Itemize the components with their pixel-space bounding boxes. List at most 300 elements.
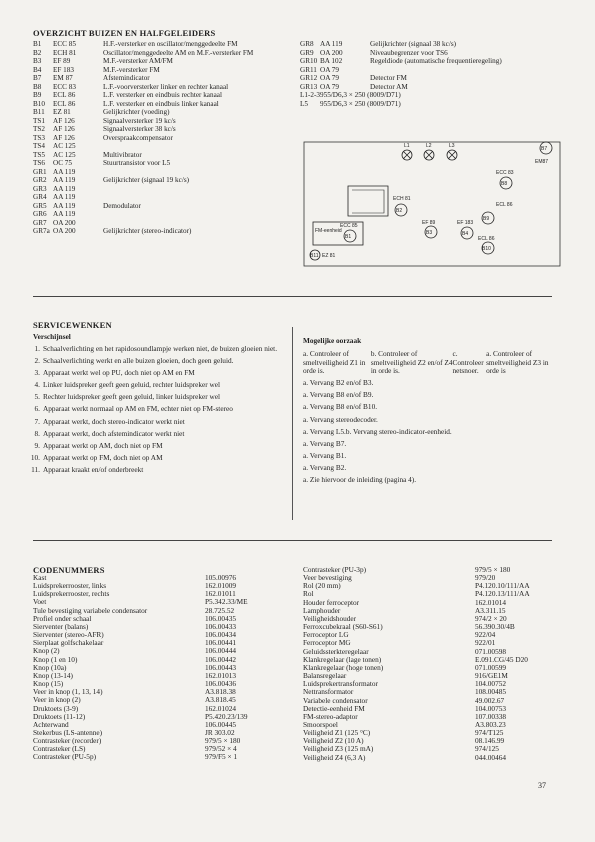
code-value: 071.00599 (475, 662, 507, 672)
code-row (33, 639, 288, 647)
tube-type: EF 183 (53, 65, 74, 74)
code-value: 162.01014 (475, 597, 507, 607)
cause-group (303, 391, 553, 400)
cause-line: a. Controleer of smeltveiligheid Z3 in orde is (486, 349, 549, 376)
codes-list-left (33, 574, 288, 762)
tube-type: OC 75 (53, 159, 72, 167)
tube-desc (103, 210, 283, 219)
symptom-text: Linker luidspreker geeft geen geluid, rechter luidspreker wel (43, 380, 221, 390)
tube-type: ECL 86 (53, 99, 76, 108)
code-value: 106.00433 (205, 621, 237, 631)
tube-row (33, 117, 283, 126)
divider-bottom (33, 540, 552, 541)
label-l1: L1 (404, 143, 410, 149)
tube-row (300, 49, 562, 58)
tube-id: B1 (33, 40, 42, 48)
code-value: 106.00443 (205, 662, 237, 672)
code-row (33, 713, 288, 721)
tube-type: AF 126 (53, 116, 75, 125)
code-name: Smoorspoel (303, 719, 338, 729)
cause-line: c. Controleer netsnoer. (452, 349, 484, 376)
tube-row (33, 210, 283, 219)
lamp-l2-icon (424, 150, 434, 160)
tube-desc: Signaalversterker 19 kc/s (103, 116, 176, 125)
code-name: Luidsprekerrooster, links (33, 581, 107, 591)
code-name: Ferroceptor MG (303, 638, 351, 648)
code-name: Contrasteker (recorder) (33, 736, 102, 746)
tube-desc: Afstemindicator (103, 74, 150, 82)
label-b2: B2 (396, 208, 403, 214)
tube-type: AF 126 (53, 125, 75, 133)
code-name: Ferroxcubekraal (S60-S61) (303, 622, 383, 632)
tube-type: ECC 85 (53, 40, 76, 48)
code-name: Veer bevestiging (303, 573, 352, 583)
service-title: SERVICEWENKEN (33, 320, 112, 330)
code-value: A3.311.15 (475, 605, 506, 615)
page-number: 37 (538, 781, 546, 790)
label-ef89: EF 89 (422, 220, 436, 226)
symptom-text: Schaalverlichting en het rapidosoundlampje werken niet, de buizen gloeien niet. (43, 344, 278, 353)
code-value: 162.01013 (205, 670, 237, 680)
tube-row (300, 40, 562, 49)
symptom-number: 6. (34, 404, 40, 414)
code-name: Knop (13-14) (33, 670, 73, 680)
tube-desc (401, 91, 562, 100)
label-ecl86-bottom: ECL 86 (478, 236, 495, 242)
tube-id: TS4 (33, 142, 45, 150)
code-row (33, 590, 288, 598)
code-value: 105.00976 (205, 573, 237, 582)
tube-desc: Signaalversterker 38 kc/s (103, 125, 176, 133)
code-value: P4.120.10/111/AA (475, 581, 530, 591)
tube-desc: Gelijkrichter (signaal 38 kc/s) (370, 40, 457, 48)
cause-list (303, 350, 553, 488)
tube-desc: Oscillator/menggedeelte AM en M.F.-versterker FM (103, 48, 254, 57)
codes-title: CODENUMMERS (33, 565, 105, 575)
code-value: 106.00434 (205, 630, 237, 640)
code-name: Kast (33, 573, 47, 582)
label-b10: B10 (482, 246, 491, 252)
code-name: Druktoets (11-12) (33, 711, 86, 721)
cause-line: a. Zie hiervoor de inleiding (pagina 4). (303, 475, 417, 485)
tube-desc: Demodulator (103, 201, 141, 210)
tube-id: TS2 (33, 125, 45, 133)
symptom-number: 2. (34, 356, 40, 366)
tube-row (33, 57, 283, 66)
tube-id: GR13 (300, 82, 318, 91)
tube-id: B4 (33, 65, 42, 74)
code-name: Veiligheid Z2 (10 A) (303, 736, 364, 746)
code-name: Veer in knop (2) (33, 695, 81, 705)
cause-line: a. Controleer of smeltveiligheid Z1 in orde is. (303, 349, 366, 376)
code-value: 107.00338 (475, 711, 507, 721)
tube-layout-diagram (300, 138, 565, 270)
cause-line: a. Vervang B8 en/of B9. (303, 390, 374, 400)
tube-id: TS3 (33, 133, 45, 142)
code-value: 104.00753 (475, 703, 507, 713)
code-value: 106.00444 (205, 646, 237, 656)
tube-row (300, 100, 562, 109)
tube-type: AA 119 (53, 201, 76, 210)
cause-line: b. Controleer of smeltveiligheid Z2 en/of Z4 in orde is. (370, 349, 453, 376)
label-b4: B4 (462, 231, 469, 237)
tube-desc (103, 168, 283, 177)
symptom-number: 1. (34, 344, 40, 353)
code-name: Nettransformator (303, 687, 354, 697)
tube-row (33, 108, 283, 117)
tube-desc (103, 185, 283, 194)
code-value: 162.01009 (205, 581, 237, 591)
tube-row (33, 202, 283, 211)
code-value: 916/GE1M (475, 671, 508, 681)
code-value: 044.00464 (475, 752, 507, 762)
code-value: 979/52 × 4 (205, 744, 237, 754)
code-value: A3.818.38 (205, 687, 236, 697)
label-ez81: EZ 81 (322, 253, 336, 259)
code-name: Druktoets (3-9) (33, 703, 79, 713)
code-name: FM-stereo-adaptor (303, 711, 358, 721)
code-value: 979/5 × 180 (205, 736, 241, 746)
cause-group (303, 452, 553, 461)
code-value: 56.390.30/4B (475, 622, 515, 632)
tube-type: AA 119 (53, 210, 76, 218)
code-value: 922/01 (475, 638, 496, 648)
tube-type: EF 89 (53, 57, 71, 65)
tube-id: GR9 (300, 48, 314, 57)
code-value: 979/F5 × 1 (205, 752, 238, 762)
label-b7: B7 (541, 146, 548, 152)
symptom-text: Apparaat werkt op AM, doch niet op FM (43, 440, 163, 450)
symptom-list (26, 345, 284, 478)
tube-row (300, 57, 562, 66)
tube-desc: L.F.-voorversterker linker en rechter kanaal (103, 82, 229, 91)
code-name: Achterwand (33, 719, 69, 729)
tube-row (33, 66, 283, 75)
code-value: P5.420.23/139 (205, 711, 248, 721)
code-name: Contrasteker (PU-3p) (303, 565, 367, 574)
code-value: 108.00485 (475, 687, 507, 697)
code-name: Lamphouder (303, 605, 341, 615)
symptom-item (26, 405, 284, 414)
tube-desc (401, 100, 562, 109)
tube-desc: H.F.-versterker en oscillator/menggedeelte FM (103, 40, 238, 48)
tube-desc: M.F.-versterker FM (103, 65, 160, 74)
code-value: 08.146.99 (475, 736, 505, 746)
code-value: 104.00752 (475, 679, 507, 689)
code-name: Ferroceptor LG (303, 630, 349, 640)
tube-type: EZ 81 (53, 108, 71, 116)
symptom-number: 7. (34, 416, 40, 426)
cause-group (303, 379, 553, 388)
code-value: 106.00436 (205, 679, 237, 689)
code-name: Knop (2) (33, 646, 60, 656)
tube-id: TS5 (33, 150, 45, 159)
code-name: Knop (10a) (33, 662, 67, 672)
tube-type: OA 79 (320, 74, 339, 82)
label-b3: B3 (426, 230, 433, 236)
label-b9: B9 (483, 216, 490, 222)
tube-row (33, 185, 283, 194)
tube-row (33, 159, 283, 168)
symptom-item (26, 418, 284, 427)
tube-row (33, 49, 283, 58)
tube-id: GR2 (33, 176, 47, 184)
code-value: 974/125 (475, 744, 499, 754)
tube-row (33, 176, 283, 185)
code-value: 071.00598 (475, 646, 507, 656)
tube-row (33, 125, 283, 134)
code-row (303, 713, 558, 721)
symptom-number: 11. (31, 464, 40, 474)
tube-row (33, 74, 283, 83)
label-b8: B8 (501, 181, 508, 187)
tube-id: B3 (33, 57, 42, 65)
symptom-number: 10. (30, 452, 40, 462)
tube-row (33, 100, 283, 109)
label-fm-eenheid: FM-eenheid (315, 228, 342, 234)
tube-desc (103, 142, 283, 151)
code-name: Veiligheid Z1 (125 °C) (303, 728, 371, 738)
tube-type: OA 200 (53, 227, 76, 235)
code-name: Klankregelaar (hoge tonen) (303, 662, 384, 672)
tube-id: B11 (33, 108, 45, 116)
cause-group (303, 428, 553, 437)
label-ech81: ECH 81 (393, 196, 411, 202)
code-value: P4.120.13/111/AA (475, 589, 530, 599)
tube-row (33, 193, 283, 202)
tube-desc: Gelijkrichter (signaal 19 kc/s) (103, 176, 190, 184)
symptom-item (26, 442, 284, 451)
tube-id: TS1 (33, 116, 45, 125)
code-name: Sierplaat golfschakelaar (33, 638, 104, 648)
tube-type: EM 87 (53, 74, 73, 82)
tube-row (33, 83, 283, 92)
cause-heading: Mogelijke oorzaak (303, 336, 362, 345)
symptom-item (26, 381, 284, 390)
symptom-text: Apparaat werkt normaal op AM en FM, echter niet op FM-stereo (43, 404, 233, 414)
tube-row (300, 74, 562, 83)
codes-list-right (303, 566, 558, 762)
cause-line: b. Vervang stereo-indicator-eenheid. (345, 426, 452, 436)
symptom-number: 9. (34, 440, 40, 450)
label-b11: B11 (310, 253, 319, 259)
code-name: Stekerbus (LS-antenne) (33, 727, 103, 737)
tube-type: AA 119 (53, 176, 76, 184)
symptom-item (26, 393, 284, 402)
symptom-number: 8. (34, 428, 40, 438)
tube-desc: M.F.-versterker AM/FM (103, 57, 173, 65)
code-value: P5.342.33/ME (205, 597, 248, 607)
tube-id: GR8 (300, 40, 314, 48)
label-em87: EM87 (535, 159, 549, 165)
tube-id: TS6 (33, 159, 45, 167)
code-row (33, 656, 288, 664)
code-name: Veer in knop (1, 13, 14) (33, 687, 103, 697)
code-name: Profiel onder schaal (33, 613, 92, 623)
cause-group (303, 416, 553, 425)
code-value: 28.725.52 (205, 605, 235, 615)
tube-type: AA 119 (320, 40, 343, 48)
tube-desc (103, 219, 283, 228)
tube-type: OA 79 (320, 82, 339, 91)
tube-row (33, 151, 283, 160)
code-name: Detectie-eenheid FM (303, 703, 365, 713)
tube-desc: Gelijkrichter (stereo-indicator) (103, 227, 192, 235)
lamp-l1-icon (402, 150, 412, 160)
tube-row (33, 227, 283, 236)
code-name: Variabele condensator (303, 695, 368, 705)
symptom-text: Apparaat werkt wel op PU, doch niet op AM en FM (43, 368, 195, 378)
symptom-text: Apparaat werkt op FM, doch niet op AM (43, 452, 163, 462)
tube-type: 955/D6,3 × 250 (8009/D71) (320, 91, 401, 99)
tube-row (33, 40, 283, 49)
tube-table-right (300, 40, 562, 108)
label-l2: L2 (426, 143, 432, 149)
code-name: Veiligheid Z4 (6,3 A) (303, 752, 366, 762)
code-name: Tule bevestiging variabele condensator (33, 605, 148, 615)
tube-desc: Overspraakcompensator (103, 133, 173, 142)
code-row (33, 672, 288, 680)
tube-desc: Detector AM (370, 82, 408, 91)
code-row (33, 753, 288, 761)
code-name: Contrasteker (LS) (33, 744, 86, 754)
code-name: Sierventer (balans) (33, 621, 89, 631)
code-name: Knop (15) (33, 679, 64, 689)
tube-type: OA 200 (53, 218, 76, 227)
symptom-text: Rechter luidspreker geeft geen geluid, linker luidspreker wel (43, 392, 221, 402)
code-value: 974/T125 (475, 728, 504, 738)
tube-id: GR5 (33, 201, 47, 210)
symptom-number: 3. (34, 368, 40, 378)
tube-id: GR4 (33, 193, 47, 201)
tube-desc: Stuurtransistor voor L5 (103, 159, 171, 167)
tube-type: AA 119 (53, 193, 76, 201)
tube-type: OA 79 (320, 65, 339, 74)
code-name: Contrasteker (PU-5p) (33, 752, 97, 762)
code-value: 106.00442 (205, 654, 237, 664)
tube-id: B10 (33, 99, 45, 108)
code-value: 922/04 (475, 630, 496, 640)
tube-type: ECH 81 (53, 48, 77, 57)
cause-line: a. Vervang stereodecoder. (303, 414, 378, 424)
label-ecc85: ECC 85 (340, 223, 358, 229)
tube-row (33, 142, 283, 151)
symptom-item (26, 466, 284, 475)
tube-desc: L.F. versterker en eindbuis rechter kanaal (103, 91, 222, 99)
tube-desc (370, 66, 562, 75)
cause-line: a. Vervang L5. (303, 426, 346, 436)
symptom-item (26, 454, 284, 463)
code-name: Luidsprekerrooster, rechts (33, 589, 110, 599)
tube-id: GR1 (33, 167, 47, 176)
code-value: 974/2 × 20 (475, 613, 507, 623)
tube-id: B8 (33, 82, 42, 91)
code-value: 106.00445 (205, 719, 237, 729)
code-name: Balansregelaar (303, 671, 347, 681)
code-value: A3.818.45 (205, 695, 236, 705)
cause-group (303, 476, 553, 485)
cause-line: a. Vervang B8 en/of B10. (303, 402, 378, 412)
tube-row (300, 66, 562, 75)
tube-id: B7 (33, 74, 42, 82)
code-value: 49.002.67 (475, 695, 505, 705)
label-b1: B1 (345, 234, 352, 240)
symptom-text: Apparaat kraakt en/of onderbreekt (43, 464, 144, 474)
code-name: Veiligheidshouder (303, 613, 357, 623)
code-value: 106.00441 (205, 638, 237, 648)
tube-id: B2 (33, 48, 42, 57)
symptom-number: 5. (34, 392, 40, 402)
tube-type: BA 102 (320, 57, 343, 65)
code-name: Rol (20 mm) (303, 581, 341, 591)
tube-type: OA 200 (320, 48, 343, 57)
cause-group (303, 464, 553, 473)
code-row (303, 754, 558, 762)
tube-desc: Detector FM (370, 74, 407, 82)
tube-row (33, 91, 283, 100)
tube-type: 955/D6,3 × 250 (8009/D71) (320, 99, 401, 108)
code-value: 979/20 (475, 573, 496, 583)
code-name: Houder ferroceptor (303, 597, 360, 607)
tube-type: AA 119 (53, 167, 76, 176)
tube-type: AA 119 (53, 184, 76, 193)
tube-id: L5 (300, 99, 308, 108)
lamp-l3-icon (447, 150, 457, 160)
symptom-text: Apparaat werkt, doch stereo-indicator werkt niet (43, 416, 185, 426)
tube-row (33, 168, 283, 177)
tube-type: ECL 86 (53, 91, 76, 99)
tube-type: AC 125 (53, 142, 76, 150)
tube-id: GR7a (33, 227, 50, 235)
cause-line: a. Vervang B2. (303, 462, 347, 472)
code-value: E.091.CG/45 D20 (475, 654, 528, 664)
tube-id: GR7 (33, 218, 47, 227)
label-l3: L3 (449, 143, 455, 149)
tube-desc: Regeldiode (automatische frequentieregeling) (370, 57, 502, 65)
code-name: Rol (303, 589, 314, 599)
divider-top (33, 296, 552, 297)
tube-desc: Multivibrator (103, 150, 142, 159)
code-value: 106.00435 (205, 613, 237, 623)
code-value: 162.01011 (205, 589, 236, 599)
code-name: Geluidssterkteregelaar (303, 646, 369, 656)
tube-id: GR3 (33, 184, 47, 193)
label-ecc83: ECC 83 (496, 170, 514, 176)
code-name: Sierventer (stereo-AFR) (33, 630, 104, 640)
cause-group (303, 403, 553, 412)
cause-line: a. Vervang B2 en/of B3. (303, 378, 374, 388)
label-ef183: EF 183 (457, 220, 474, 226)
symptom-item (26, 345, 284, 354)
tube-type: AC 125 (53, 150, 76, 159)
code-value: 162.01024 (205, 703, 237, 713)
code-value: 979/5 × 180 (475, 565, 511, 574)
symptom-text: Schaalverlichting werkt en alle buizen gloeien, doch geen geluid. (43, 356, 234, 366)
code-value: JR 303.02 (205, 727, 235, 737)
symptom-number: 4. (34, 380, 40, 390)
tube-desc (103, 193, 283, 202)
tube-row (33, 134, 283, 143)
tube-id: L1-2-3 (300, 91, 320, 99)
tube-desc: Niveaubegrenzer voor TS6 (370, 48, 448, 57)
cause-group (303, 440, 553, 449)
label-ecl86-top: ECL 86 (496, 202, 513, 208)
code-name: Veiligheid Z3 (125 mA) (303, 744, 374, 754)
symptom-item (26, 369, 284, 378)
symptom-item (26, 357, 284, 366)
tube-row (300, 91, 562, 100)
code-name: Luidsprekertransformator (303, 679, 378, 689)
